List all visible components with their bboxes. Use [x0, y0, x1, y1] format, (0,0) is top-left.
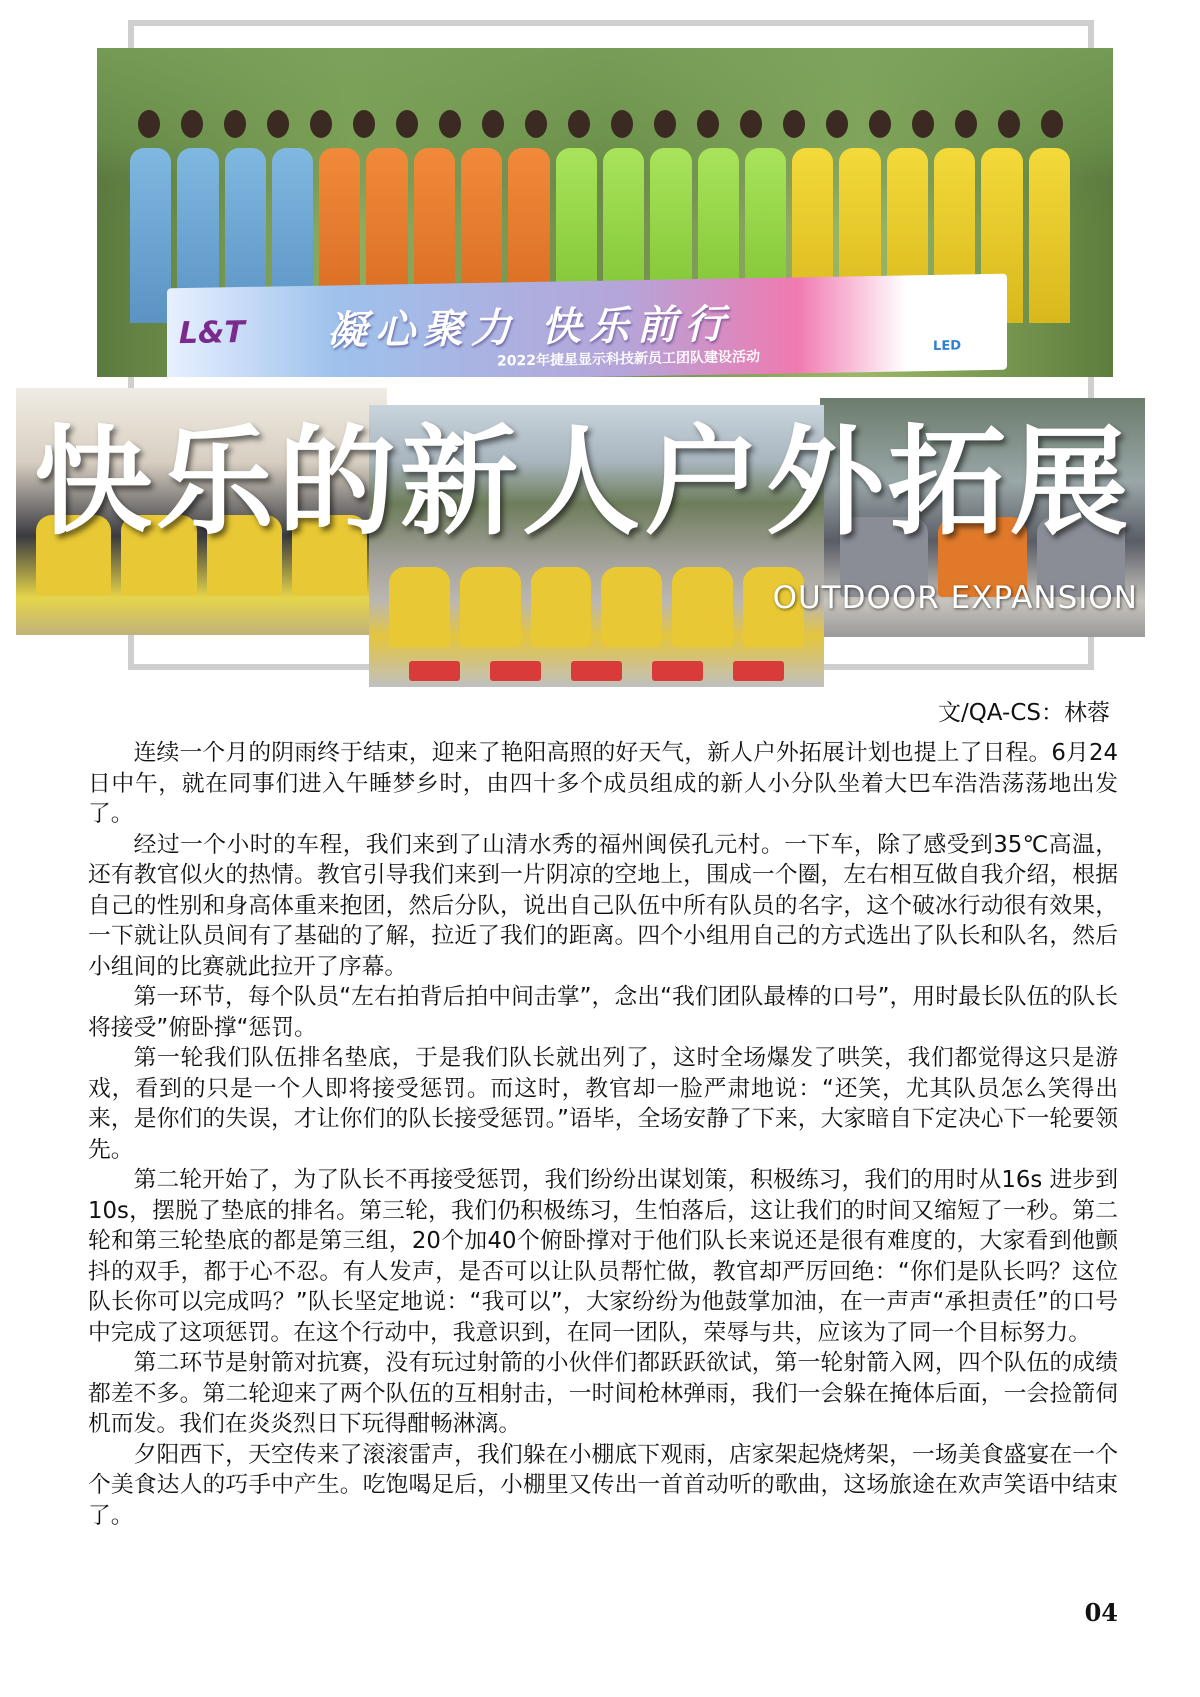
company-logo: L&T — [179, 314, 245, 352]
paragraph: 第一轮我们队伍排名垫底，于是我们队长就出列了，这时全场爆发了哄笑，我们都觉得这只是游戏，看到的只是一个人即将接受惩罚。而这时，教官却一脸严肃地说：“还笑，尤其队员怎么笑得出来，是你们的失误，才让你们的队长接受惩罚。”语毕，全场安静了下来，大家暗自下定决心下一轮要领先。 — [88, 1045, 1118, 1163]
banner-slogan: 凝心聚力 快乐前行 — [327, 301, 733, 355]
paragraph: 经过一个小时的车程，我们来到了山清水秀的福州闽侯孔元村。一下车，除了感受到35℃高温，还有教官似火的热情。教官引导我们来到一片阴凉的空地上，围成一个圈，左右相互做自我介绍，根据自己的性别和身高体重来抱团，然后分队，说出自己队伍中所有队员的名字，这个破冰行动很有效果，一下就让队员间有了基础的了解，拉近了我们的距离。四个小组用自己的方式选出了队长和队名，然后小组间的比赛就此拉开了序幕。 — [88, 831, 1118, 980]
group-photo — [97, 48, 1113, 377]
page-title: 快乐的新人户外拓展 — [33, 413, 1132, 551]
article-body — [88, 738, 1118, 1531]
paragraph: 第一环节，每个队员“左右拍背后拍中间击掌”，念出“我们团队最棒的口号”，用时最长队伍的队长将接受”俯卧撑“惩罚。 — [88, 984, 1118, 1041]
banner-sponsor: LED — [933, 338, 961, 354]
paragraph: 连续一个月的阴雨终于结束，迎来了艳阳高照的好天气，新人户外拓展计划也提上了日程。6月24日中午，就在同事们进入午睡梦乡时，由四十多个成员组成的新人小分队坐着大巴车浩浩荡荡地出发了。 — [88, 740, 1118, 827]
page-subtitle: OUTDOOR EXPANSION — [772, 580, 1138, 616]
paragraph: 夕阳西下，天空传来了滚滚雷声，我们躲在小棚底下观雨，店家架起烧烤架，一场美食盛宴在一个个美食达人的巧手中产生。吃饱喝足后，小棚里又传出一首首动听的歌曲，这场旅途在欢声笑语中结束了。 — [88, 1441, 1118, 1529]
paragraph: 第二轮开始了，为了队长不再接受惩罚，我们纷纷出谋划策，积极练习，我们的用时从16s 进步到10s，摆脱了垫底的排名。第三轮，我们仍积极练习，生怕落后，这让我们的时间又缩短了一秒。第二轮和第三轮垫底的都是第三组，20个加40个俯卧撑对于他们队长来说还是很有难度的，大家看到他颤抖的双手，都于心不忍。有人发声，是否可以让队员帮忙做，教官却严厉回绝：“你们是队长吗？这位队长你可以完成吗？”队长坚定地说：“我可以”，大家纷纷为他鼓掌加油，在一声声“承担责任”的口号中完成了这项惩罚。在这个行动中，我意识到，在同一团队，荣辱与共，应该为了同一个目标努力。 — [88, 1167, 1118, 1346]
paragraph: 第二环节是射箭对抗赛，没有玩过射箭的小伙伴们都跃跃欲试，第一轮射箭入网，四个队伍的成绩都差不多。第二轮迎来了两个队伍的互相射击，一时间枪林弹雨，我们一会躲在掩体后面，一会捡箭伺机而发。我们在炎炎烈日下玩得酣畅淋漓。 — [88, 1350, 1118, 1437]
banner-subtitle: 2022年捷星显示科技新员工团队建设活动 — [497, 348, 760, 370]
group-heads — [127, 110, 1073, 150]
team-banner — [167, 274, 1007, 377]
author-byline: 文/QA-CS：林蓉 — [937, 700, 1110, 726]
page-number: 04 — [1084, 1598, 1118, 1627]
